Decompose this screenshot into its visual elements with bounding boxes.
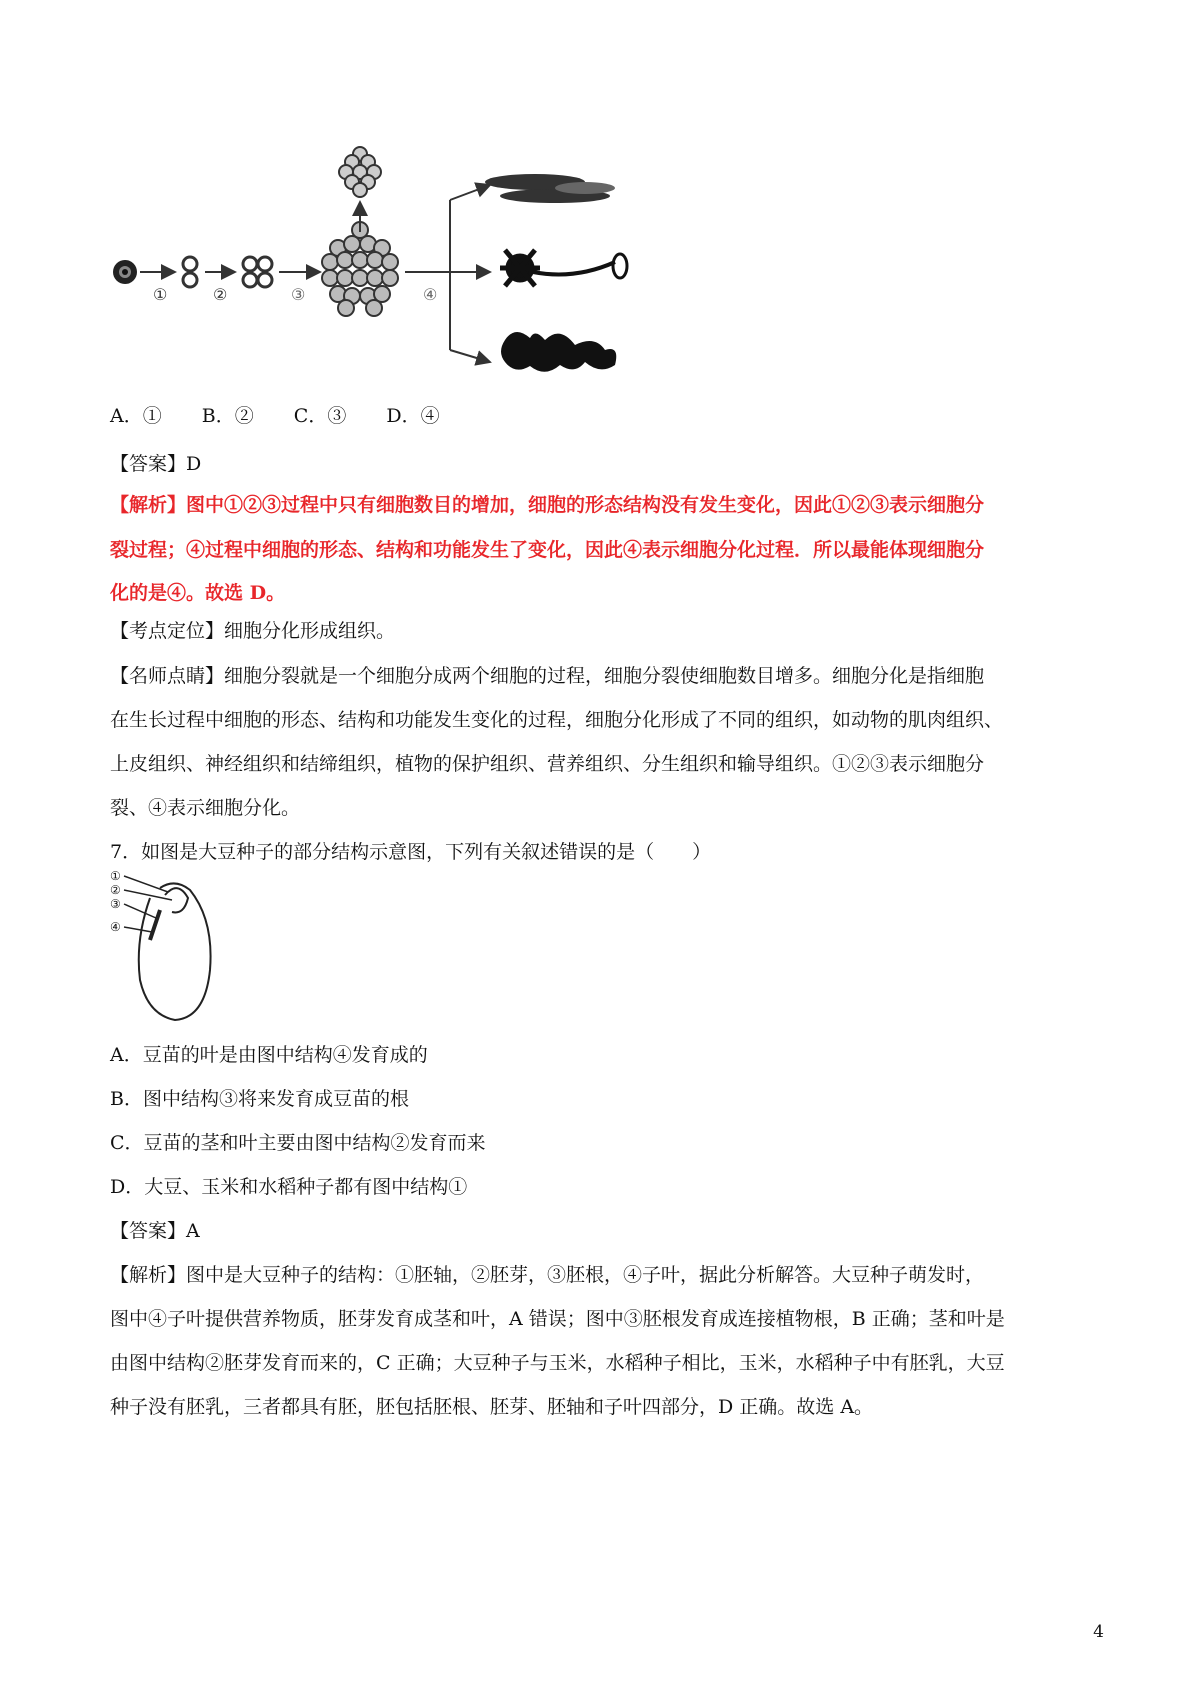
muscle-tissue-shape — [485, 174, 615, 203]
q7-analysis-line-1: 【解析】图中是大豆种子的结构：①胚轴，②胚芽，③胚根，④子叶，据此分析解答。大豆种子萌发时， — [110, 1264, 985, 1286]
step-label-2: ② — [213, 285, 228, 304]
seed-label-2: ② — [110, 883, 121, 897]
seed-label-4: ④ — [110, 920, 121, 934]
seed-label-3: ③ — [110, 897, 121, 911]
q7-option-d: D．大豆、玉米和水稻种子都有图中结构① — [110, 1176, 468, 1198]
cluster-cell — [352, 252, 368, 268]
cluster-cell — [367, 252, 383, 268]
q6-kaodian: 【考点定位】细胞分化形成组织。 — [110, 620, 396, 642]
cluster-cell — [352, 270, 368, 286]
q7-answer: 【答案】A — [110, 1220, 200, 1242]
cluster-cell — [367, 270, 383, 286]
irregular-tissue-shape — [501, 332, 616, 372]
q6-option-b: B．② — [201, 405, 254, 427]
cell-cluster — [322, 222, 398, 316]
cluster-cell — [337, 270, 353, 286]
four-cells — [243, 257, 272, 287]
soybean-seed-figure — [110, 870, 230, 1025]
q6-analysis-line-2: 裂过程；④过程中细胞的形态、结构和功能发生了变化，因此④表示细胞分化过程．所以最能体现细胞分 — [110, 539, 985, 561]
two-cells — [183, 257, 197, 287]
q7-stem: 7．如图是大豆种子的部分结构示意图，下列有关叙述错误的是（ ） — [110, 841, 712, 863]
q6-analysis-line-3: 化的是④。故选 D。 — [110, 582, 286, 604]
cluster-cell — [322, 254, 338, 270]
q6-option-a: A．① — [110, 405, 162, 427]
nerve-cell-shape — [500, 250, 627, 286]
cluster-cell — [338, 300, 354, 316]
q6-option-c: C．③ — [293, 405, 347, 427]
cluster-cell — [382, 254, 398, 270]
cluster-cell — [382, 270, 398, 286]
q6-analysis-line-1: 【解析】图中①②③过程中只有细胞数目的增加，细胞的形态结构没有发生变化，因此①②③表示细胞分 — [110, 494, 985, 516]
q6-mingshi-line-2: 在生长过程中细胞的形态、结构和功能发生变化的过程，细胞分化形成了不同的组织，如动物的肌肉组织、 — [110, 709, 1004, 731]
q6-options — [110, 404, 474, 428]
q6-mingshi-line-3: 上皮组织、神经组织和结缔组织，植物的保护组织、营养组织、分生组织和输导组织。①②③表示细胞分 — [110, 753, 985, 775]
q6-answer: 【答案】D — [110, 453, 202, 475]
cell-process-figure — [105, 140, 665, 385]
page-number: 4 — [1093, 1622, 1104, 1642]
q7-analysis-line-3: 由图中结构②胚芽发育而来的，C 正确；大豆种子与玉米，水稻种子相比，玉米，水稻种子中有胚乳，大豆 — [110, 1352, 1005, 1374]
cluster-cell — [366, 300, 382, 316]
seed-label-1: ① — [110, 870, 121, 883]
single-cell — [113, 260, 137, 284]
small-cluster-cell — [353, 183, 367, 197]
q6-mingshi-line-1: 【名师点睛】细胞分裂就是一个细胞分成两个细胞的过程，细胞分裂使细胞数目增多。细胞分化是指细胞 — [110, 665, 985, 687]
q7-option-c: C．豆苗的茎和叶主要由图中结构②发育而来 — [110, 1132, 486, 1154]
q6-mingshi-line-4: 裂、④表示细胞分化。 — [110, 797, 301, 819]
q6-option-d: D．④ — [386, 405, 440, 427]
q7-analysis-line-2: 图中④子叶提供营养物质，胚芽发育成茎和叶，A 错误；图中③胚根发育成连接植物根，B 正确；茎和叶是 — [110, 1308, 1005, 1330]
q7-analysis-line-4: 种子没有胚乳，三者都具有胚，胚包括胚根、胚芽、胚轴和子叶四部分，D 正确。故选 A。 — [110, 1396, 874, 1418]
q7-option-a: A．豆苗的叶是由图中结构④发育成的 — [110, 1044, 428, 1066]
step-label-1: ① — [153, 285, 168, 304]
step-label-4: ④ — [423, 285, 438, 304]
seed-outline — [139, 883, 211, 1020]
q7-option-b: B．图中结构③将来发育成豆苗的根 — [110, 1088, 409, 1110]
step-label-3: ③ — [291, 285, 306, 304]
cluster-cell — [322, 270, 338, 286]
cluster-cell — [337, 252, 353, 268]
small-cell-cluster — [339, 147, 381, 197]
